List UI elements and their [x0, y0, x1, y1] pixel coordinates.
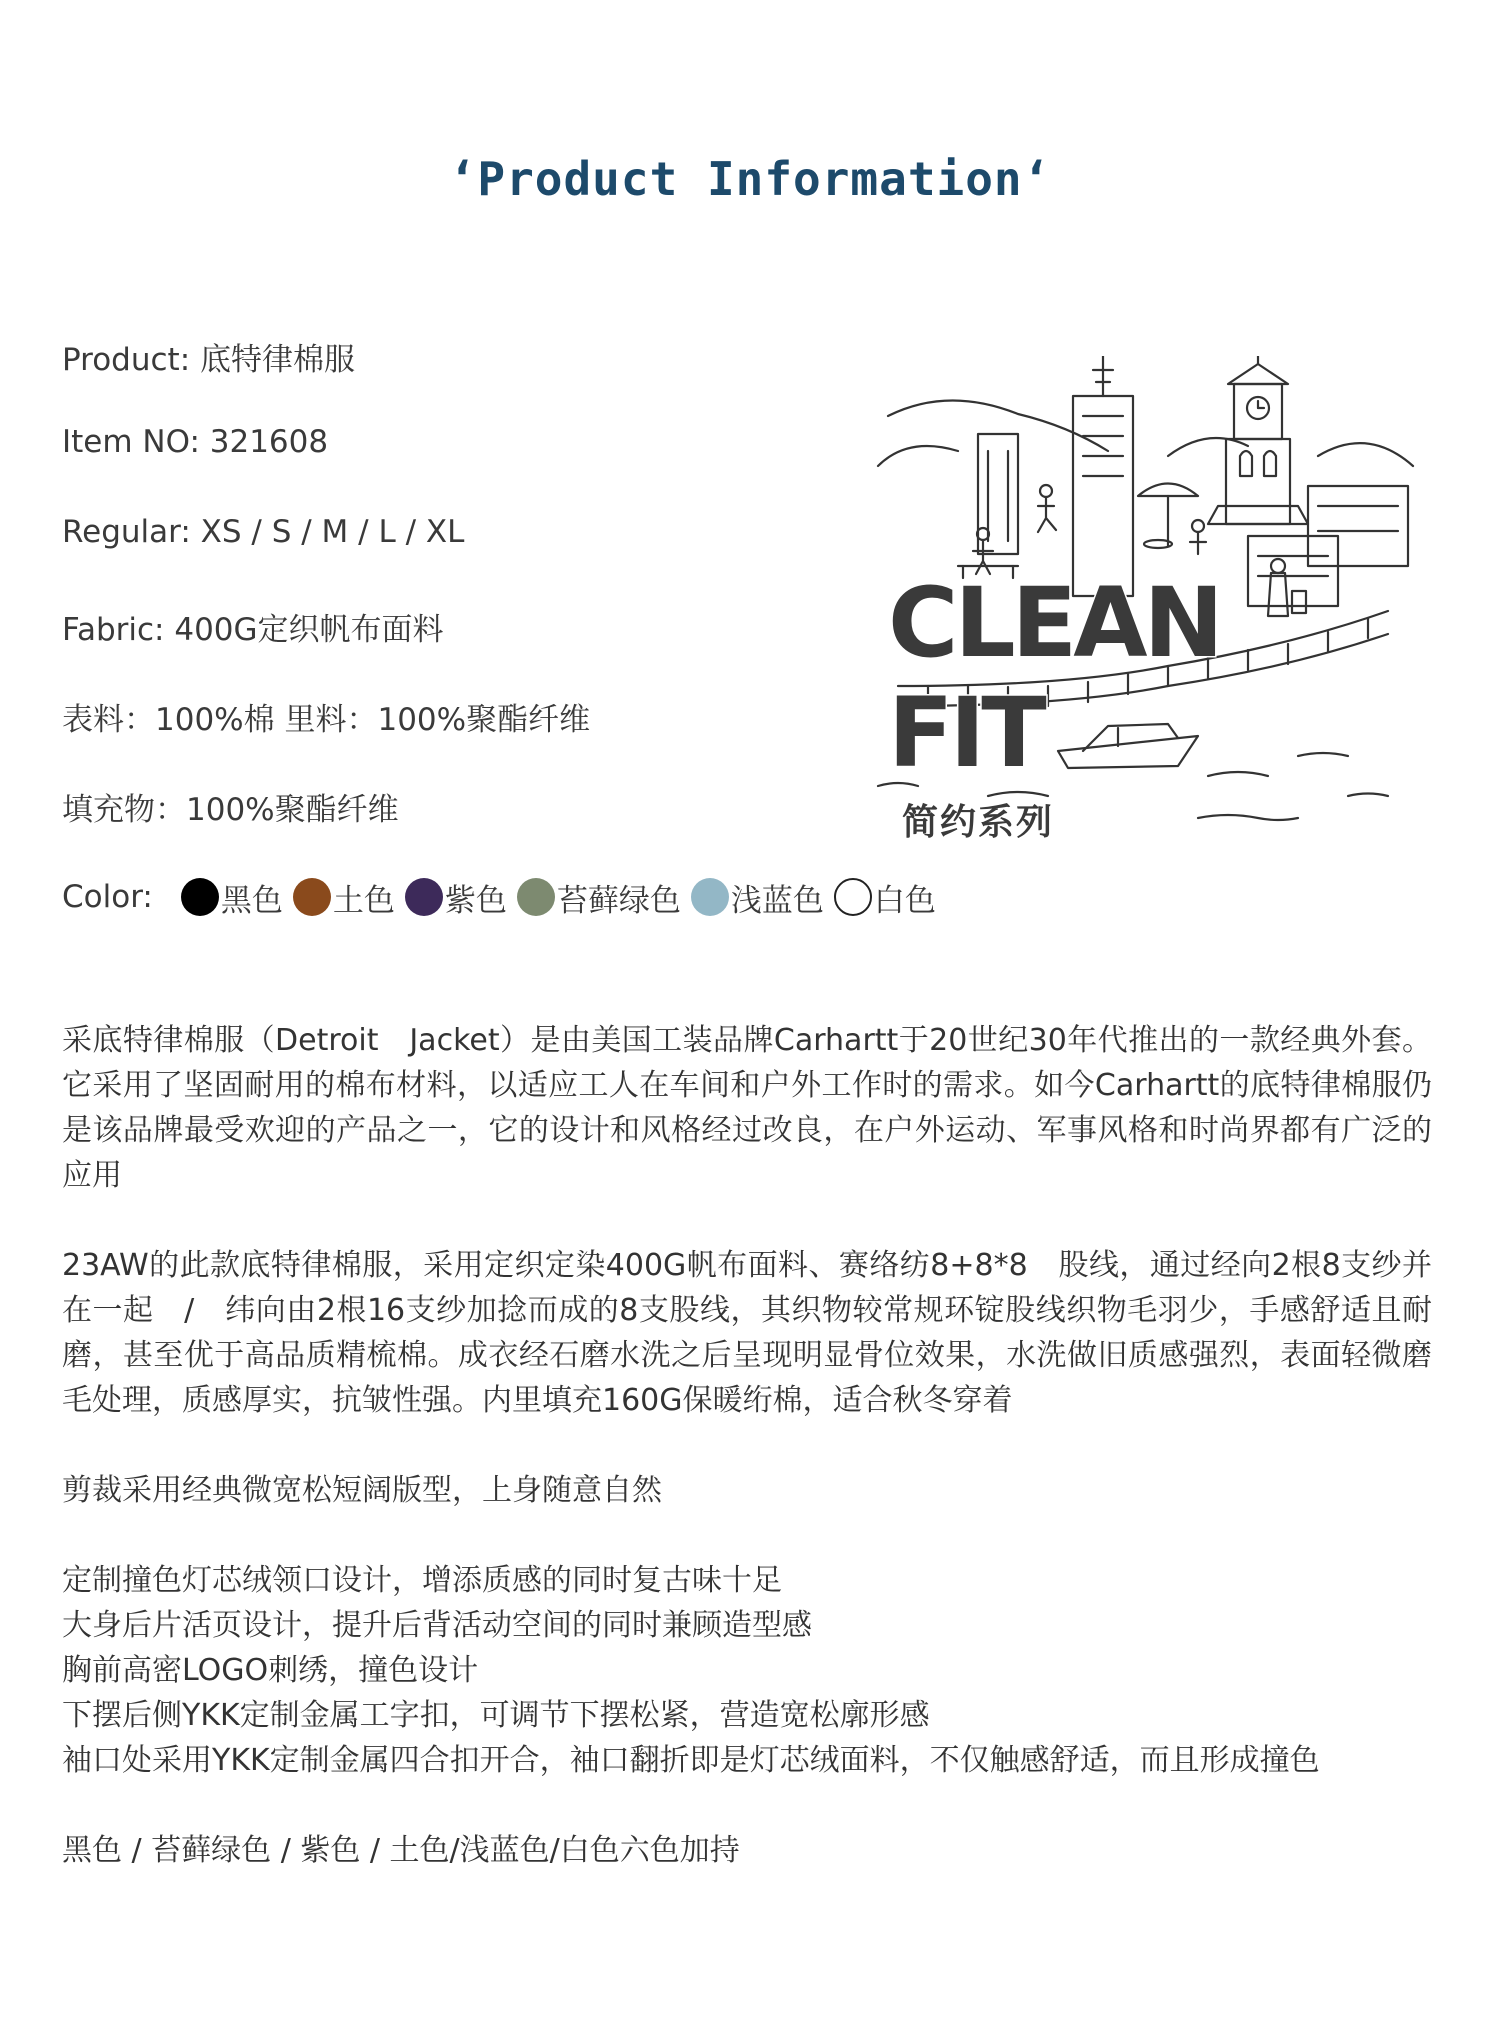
color-option-purple	[405, 875, 507, 920]
feature-item: 袖口处采用YKK定制金属四合扣开合，袖口翻折即是灯芯绒面料，不仅触感舒适，而且形成撞色	[62, 1743, 1320, 1778]
umbrella	[1138, 484, 1198, 497]
moss-green-swatch-icon	[517, 878, 555, 916]
description	[62, 1018, 1432, 1918]
earth-swatch-icon	[293, 878, 331, 916]
color-option-light-blue	[691, 875, 824, 920]
boat	[1058, 736, 1198, 768]
item-number: Item NO: 321608	[62, 424, 329, 460]
color-name: 浅蓝色	[730, 882, 824, 919]
color-name: 土色	[332, 882, 395, 919]
clean-fit-illustration	[868, 356, 1428, 850]
color-option-earth	[293, 875, 395, 920]
color-option-black	[181, 875, 283, 920]
logo-word-fit: FIT	[888, 677, 1043, 789]
feature-item: 下摆后侧YKK定制金属工字扣，可调节下摆松紧，营造宽松廓形感	[62, 1698, 930, 1733]
color-label: Color:	[62, 879, 153, 915]
color-options	[62, 874, 946, 920]
fabric-paragraph: 23AW的此款底特律棉服，采用定织定染400G帆布面料、赛络纺8+8*8 股线，通过经向2根8支纱并在一起 / 纬向由2根16支纱加捻而成的8支股线，其织物较常规环锭股线织物毛羽少，手感舒适且耐磨，甚至优于高品质精梳棉。成衣经石磨水洗之后呈现明显骨位效果，水洗做旧质感强烈，表面轻微磨毛处理，质感厚实，抗皱性强。内里填充160G保暖绗棉，适合秋冬穿着	[62, 1248, 1432, 1418]
feature-item: 胸前高密LOGO刺绣，撞色设计	[62, 1653, 479, 1688]
feature-item: 定制撞色灯芯绒领口设计，增添质感的同时复古味十足	[62, 1563, 782, 1598]
light-blue-swatch-icon	[691, 878, 729, 916]
product-name: Product: 底特律棉服	[62, 342, 356, 378]
fit-paragraph: 剪裁采用经典微宽松短阔版型，上身随意自然	[62, 1473, 662, 1508]
feature-list	[62, 1558, 1432, 1783]
color-option-white	[834, 875, 936, 920]
purple-swatch-icon	[405, 878, 443, 916]
color-name: 白色	[873, 882, 936, 919]
color-name: 紫色	[444, 882, 507, 919]
color-name: 黑色	[220, 882, 283, 919]
tall-building	[1073, 396, 1133, 596]
white-swatch-icon	[834, 878, 872, 916]
color-name: 苔藓绿色	[556, 882, 681, 919]
filling-info: 填充物：100%聚酯纤维	[62, 792, 399, 828]
feature-item: 大身后片活页设计，提升后背活动空间的同时兼顾造型感	[62, 1608, 812, 1643]
mountain-line	[888, 400, 1108, 451]
history-paragraph: 采底特律棉服（Detroit Jacket）是由美国工装品牌Carhartt于20世纪30年代推出的一款经典外套。它采用了坚固耐用的棉布材料，以适应工人在车间和户外工作时的需求。如今Carhartt的底特律棉服仍是该品牌最受欢迎的产品之一，它的设计和风格经过改良，在户外运动、军事风格和时尚界都有广泛的应用	[62, 1023, 1432, 1193]
logo-word-clean: CLEAN	[888, 567, 1220, 679]
clock-tower-roof	[1228, 364, 1288, 384]
logo-caption: 简约系列	[902, 802, 1055, 843]
size-range: Regular: XS / S / M / L / XL	[62, 514, 465, 550]
fabric-info: Fabric: 400G定织帆布面料	[62, 612, 444, 648]
page-title: ‘Product Information‘	[448, 152, 1052, 206]
color-summary: 黑色 / 苔藓绿色 / 紫色 / 土色/浅蓝色/白色六色加持	[62, 1833, 740, 1868]
color-option-moss-green	[517, 875, 681, 920]
material-info: 表料：100%棉 里料：100%聚酯纤维	[62, 702, 591, 738]
black-swatch-icon	[181, 878, 219, 916]
